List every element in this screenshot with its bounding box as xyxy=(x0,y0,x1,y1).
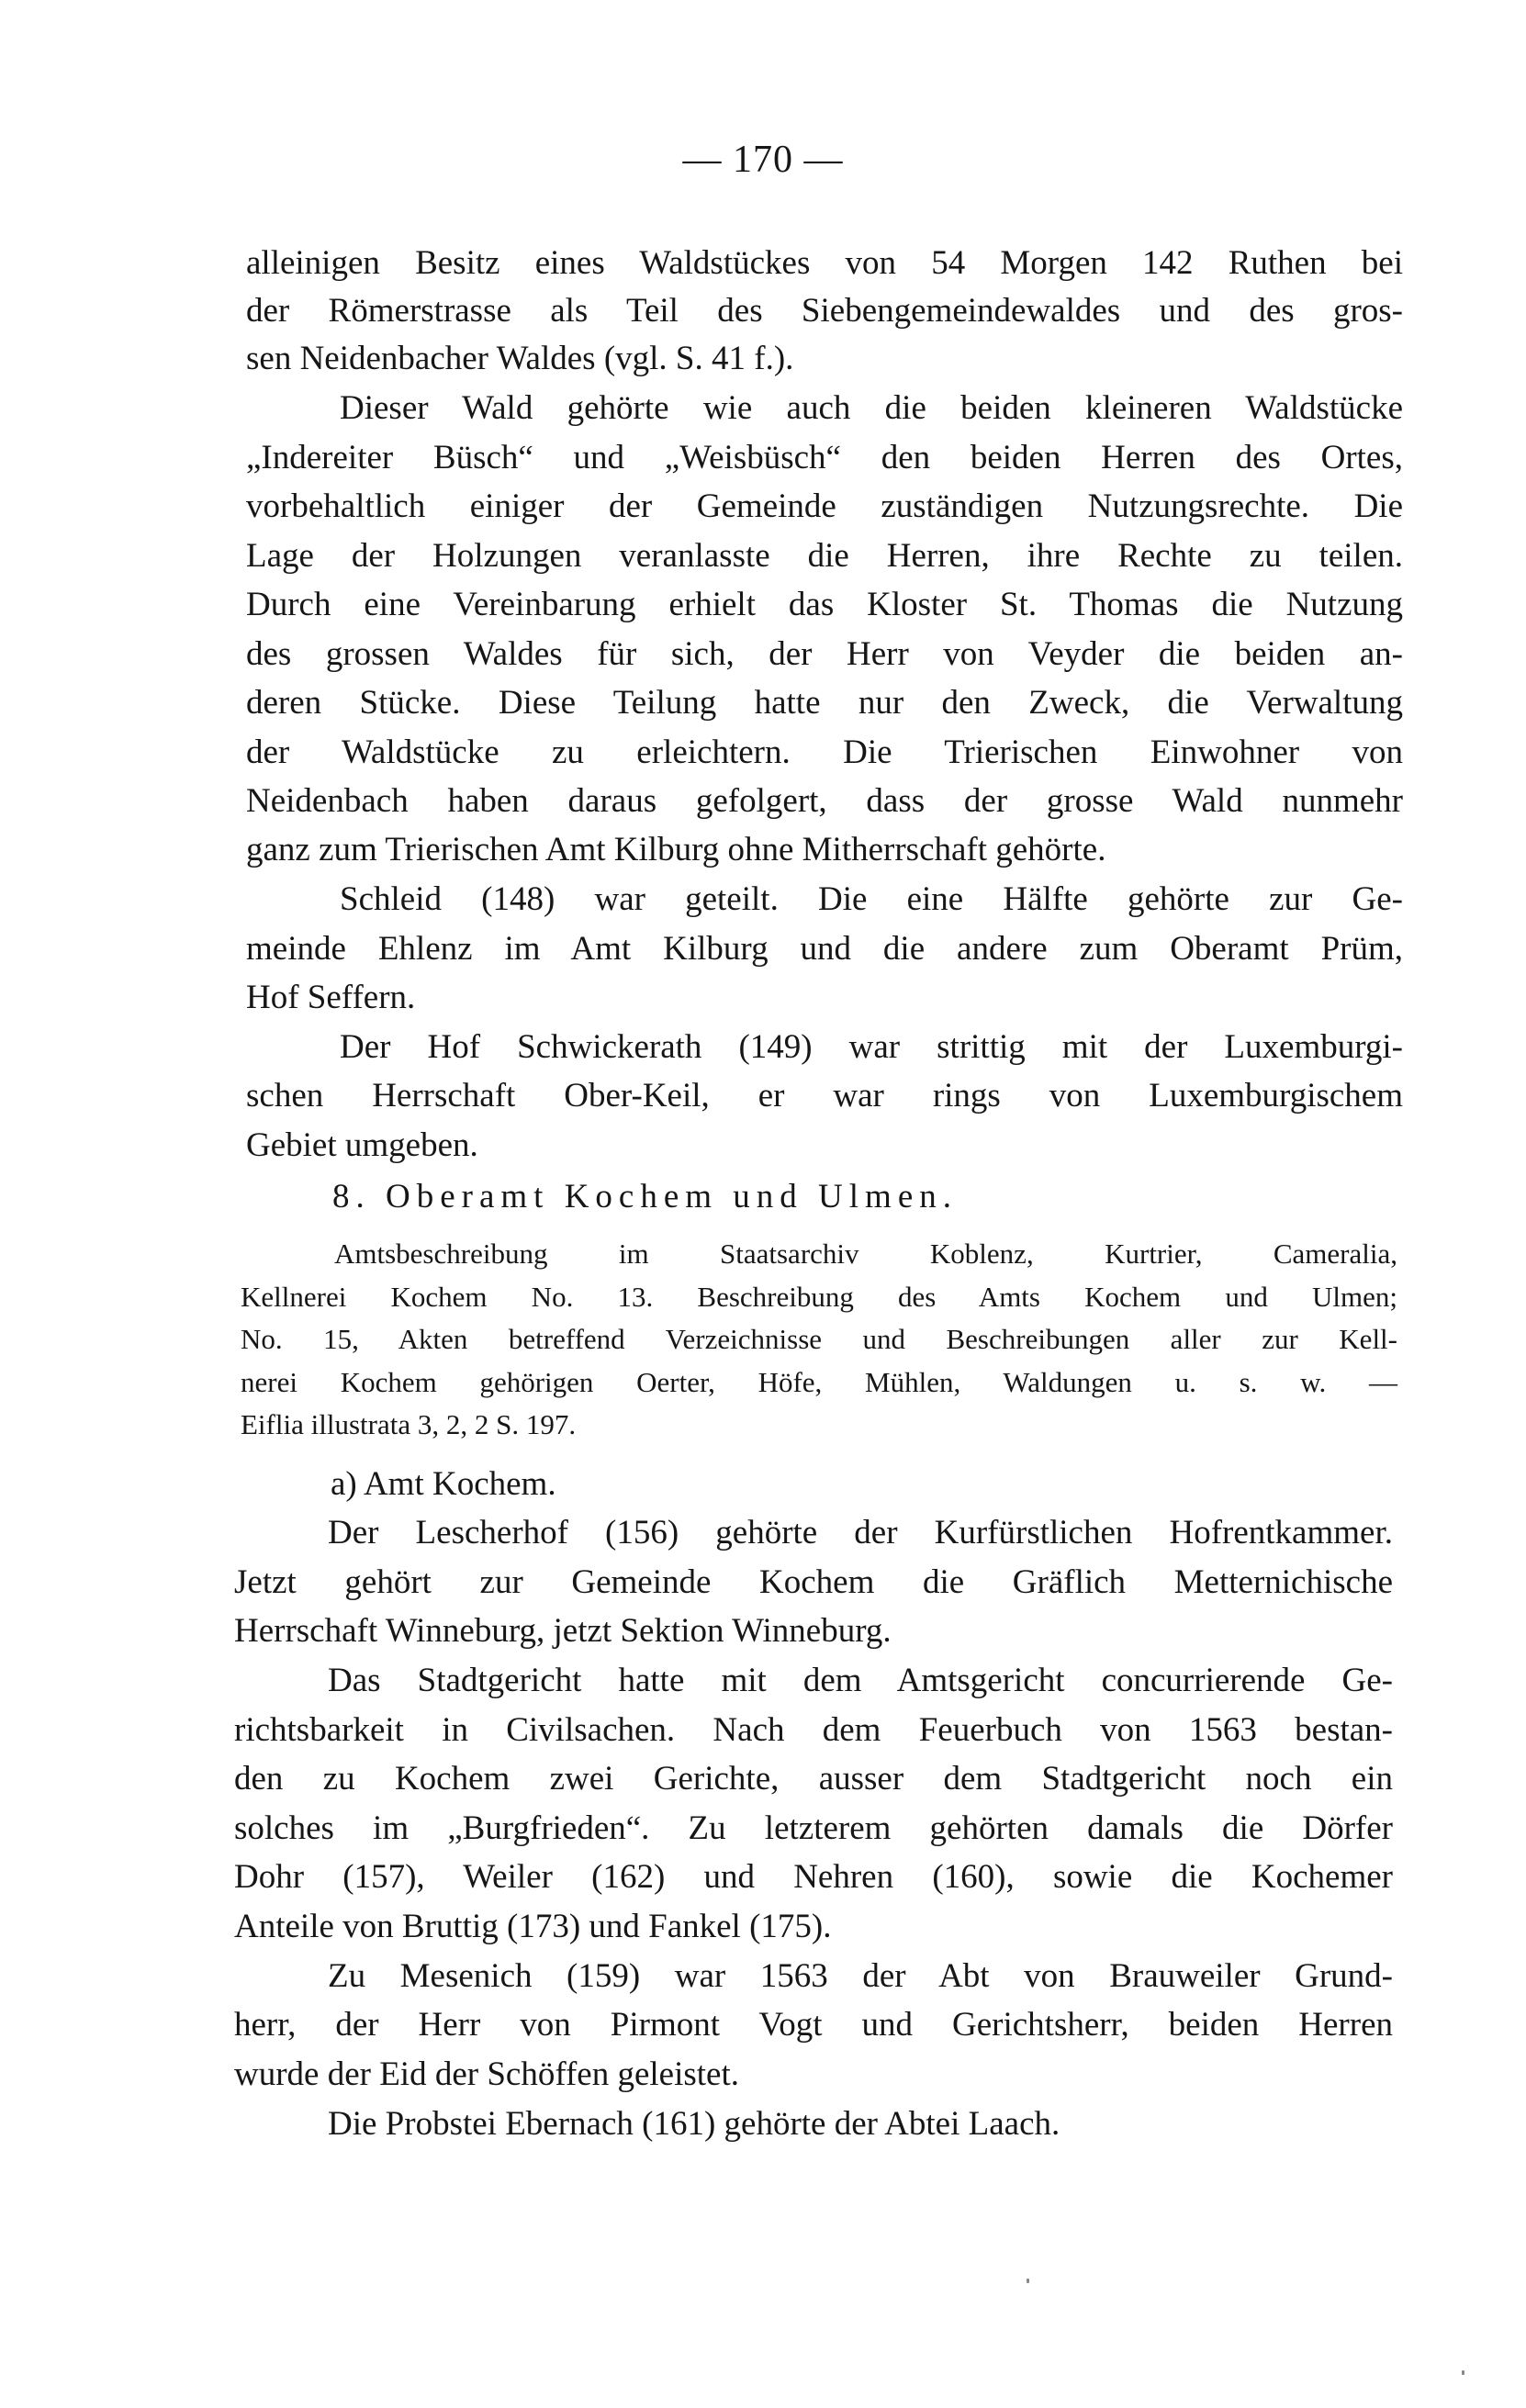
text-line: Anteile von Bruttig (173) und Fankel (175). xyxy=(234,1908,832,1945)
source-note-line: Eiflia illustrata 3, 2, 2 S. 197. xyxy=(241,1408,577,1440)
source-note-line: No. 15, Akten betreffend Verzeichnisse und Beschreibungen aller zur Kell- xyxy=(241,1323,1397,1355)
text-line: solches im „Burgfrieden“. Zu letzterem gehörten damals die Dörfer xyxy=(234,1809,1393,1847)
text-line: herr, der Herr von Pirmont Vogt und Gerichtsherr, beiden Herren xyxy=(234,2006,1393,2044)
scan-speck xyxy=(1462,2370,1464,2375)
text-line: Neidenbach haben daraus gefolgert, dass der grosse Wald nunmehr xyxy=(246,782,1403,820)
source-note-line: nerei Kochem gehörigen Oerter, Höfe, Mühlen, Waldungen u. s. w. — xyxy=(241,1366,1397,1398)
text-line: der Römerstrasse als Teil des Siebengemeindewaldes und des gros- xyxy=(246,292,1403,330)
page-number: — 170 — xyxy=(682,139,844,181)
text-line: Zu Mesenich (159) war 1563 der Abt von Brauweiler Grund- xyxy=(328,1957,1393,1995)
text-line: schen Herrschaft Ober-Keil, er war rings von Luxemburgischem xyxy=(246,1077,1403,1114)
text-line: Die Probstei Ebernach (161) gehörte der Abtei Laach. xyxy=(328,2105,1060,2143)
text-line: Dohr (157), Weiler (162) und Nehren (160), sowie die Kochemer xyxy=(234,1858,1393,1896)
text-line: Schleid (148) war geteilt. Die eine Hälfte gehörte zur Ge- xyxy=(340,880,1403,918)
subsection-heading: a) Amt Kochem. xyxy=(331,1465,556,1503)
text-line: sen Neidenbacher Waldes (vgl. S. 41 f.). xyxy=(246,340,794,377)
text-line: vorbehaltlich einiger der Gemeinde zuständigen Nutzungsrechte. Die xyxy=(246,487,1403,525)
scan-speck xyxy=(1027,2279,1029,2283)
text-line: ganz zum Trierischen Amt Kilburg ohne Mitherrschaft gehörte. xyxy=(246,831,1106,868)
text-line: alleinigen Besitz eines Waldstückes von 54 Morgen 142 Ruthen bei xyxy=(246,244,1403,282)
text-line: Jetzt gehört zur Gemeinde Kochem die Gräflich Metternichische xyxy=(234,1563,1393,1601)
source-note-line: Amtsbeschreibung im Staatsarchiv Koblenz, Kurtrier, Cameralia, xyxy=(334,1238,1397,1270)
text-line: Durch eine Vereinbarung erhielt das Kloster St. Thomas die Nutzung xyxy=(246,586,1403,623)
source-note-line: Kellnerei Kochem No. 13. Beschreibung des Amts Kochem und Ulmen; xyxy=(241,1281,1397,1313)
text-line: Der Lescherhof (156) gehörte der Kurfürstlichen Hofrentkammer. xyxy=(328,1514,1393,1551)
text-line: Dieser Wald gehörte wie auch die beiden kleineren Waldstücke xyxy=(340,389,1403,427)
text-line: Lage der Holzungen veranlasste die Herren, ihre Rechte zu teilen. xyxy=(246,537,1403,575)
section-heading: 8. Oberamt Kochem und Ulmen. xyxy=(332,1178,958,1215)
text-line: wurde der Eid der Schöffen geleistet. xyxy=(234,2055,740,2093)
text-line: Hof Seffern. xyxy=(246,979,416,1016)
text-line: „Indereiter Büsch“ und „Weisbüsch“ den beiden Herren des Ortes, xyxy=(246,439,1403,476)
text-line: deren Stücke. Diese Teilung hatte nur den Zweck, die Verwaltung xyxy=(246,684,1403,722)
text-line: Der Hof Schwickerath (149) war strittig mit der Luxemburgi- xyxy=(340,1028,1403,1066)
text-line: der Waldstücke zu erleichtern. Die Trierischen Einwohner von xyxy=(246,734,1403,771)
text-line: Herrschaft Winneburg, jetzt Sektion Winneburg. xyxy=(234,1612,892,1650)
text-line: Das Stadtgericht hatte mit dem Amtsgericht concurrierende Ge- xyxy=(328,1662,1393,1699)
text-line: richtsbarkeit in Civilsachen. Nach dem Feuerbuch von 1563 bestan- xyxy=(234,1711,1393,1749)
text-line: Gebiet umgeben. xyxy=(246,1126,478,1164)
text-line: den zu Kochem zwei Gerichte, ausser dem Stadtgericht noch ein xyxy=(234,1760,1393,1798)
text-line: des grossen Waldes für sich, der Herr von Veyder die beiden an- xyxy=(246,635,1403,673)
text-line: meinde Ehlenz im Amt Kilburg und die andere zum Oberamt Prüm, xyxy=(246,930,1403,968)
